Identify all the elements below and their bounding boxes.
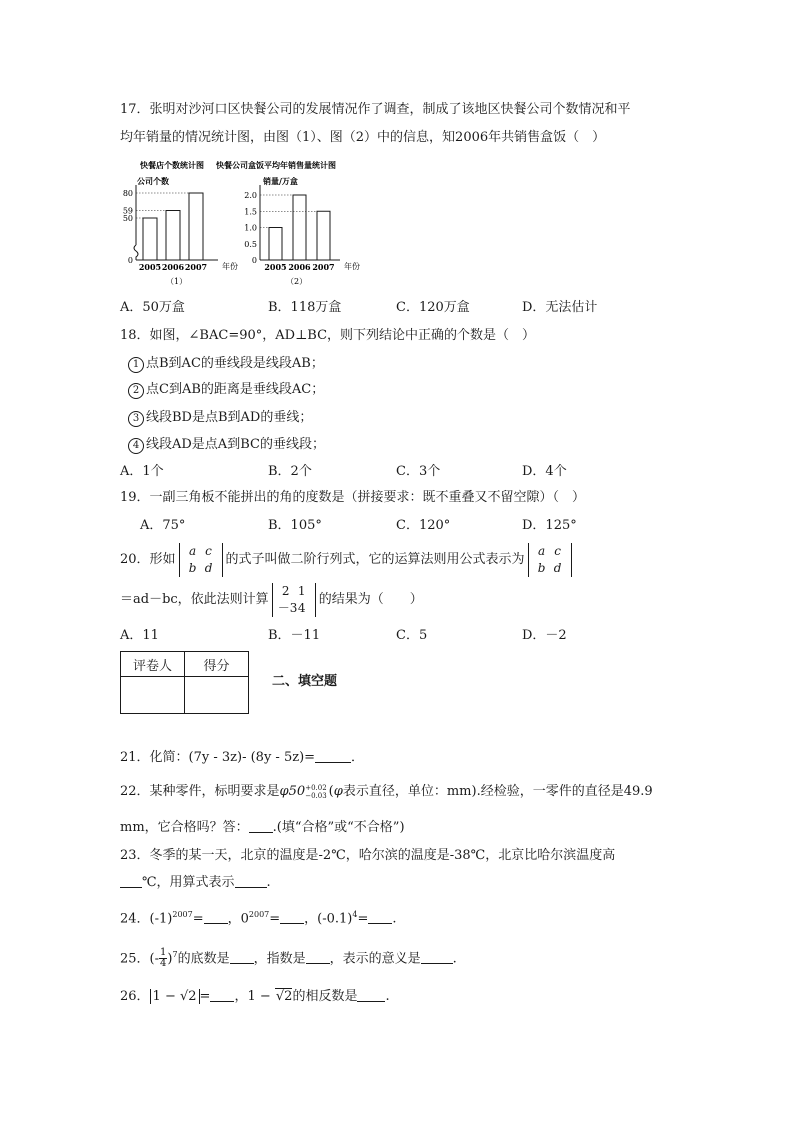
axis-break	[134, 245, 138, 260]
q25-text: ，指数是	[253, 951, 306, 967]
q26-text: 的相反数是	[292, 989, 358, 1004]
q24-text: =	[192, 911, 204, 927]
q24-text: =	[269, 911, 281, 927]
q20-option-c: C．5	[396, 628, 428, 643]
det-entry: a	[188, 543, 197, 558]
bar	[293, 195, 306, 260]
y-tick-label: 1.5	[244, 207, 257, 217]
tolerance-lower: −0.03	[305, 791, 327, 800]
q22-line1	[120, 782, 653, 802]
q20-line2	[120, 582, 423, 618]
q17-line1: 17．张明对沙河口区快餐公司的发展情况作了调查，制成了该地区快餐公司个数情况和平	[120, 102, 631, 117]
det-entry: a	[537, 543, 546, 558]
q25-text: )	[167, 951, 173, 967]
chart2-caption: （2）	[286, 277, 308, 286]
score-cell[interactable]	[185, 677, 249, 714]
chart-1	[123, 176, 238, 272]
q19-option-a: A．75°	[140, 518, 186, 533]
q18-item-2	[128, 380, 324, 400]
q20-option-a: A．11	[120, 628, 159, 643]
q18-item-text: 点C到AB的距离是垂线段AC；	[146, 382, 325, 397]
q18-option-b: B．2个	[268, 464, 312, 479]
answer-blank[interactable]	[280, 909, 304, 924]
det-entry: b	[537, 560, 546, 575]
answer-blank[interactable]	[368, 909, 392, 924]
y-axis-label: 销量/万盒	[263, 176, 298, 186]
score-header: 得分	[185, 652, 249, 677]
tolerance-upper: +0.02	[305, 783, 327, 792]
q18-option-a: A．1个	[120, 464, 164, 479]
x-tick-label: 2007	[184, 262, 208, 272]
q24-text: ，0	[227, 911, 249, 927]
q25-text: .	[452, 951, 457, 967]
q21-tail: ．	[351, 750, 365, 765]
fraction-numerator: 1	[160, 947, 167, 959]
q26-text: .	[385, 989, 390, 1004]
q25-text: 25．(-	[120, 951, 160, 967]
y-tick-label: 0.5	[244, 239, 257, 249]
x-tick-label: 2006	[288, 262, 311, 272]
q17-option-b: B．118万盒	[268, 300, 342, 315]
q18-option-d: D．4个	[522, 464, 567, 479]
determinant-formula	[528, 543, 572, 577]
score-table	[120, 651, 249, 714]
statistics-figure	[118, 157, 368, 289]
grader-cell[interactable]	[121, 677, 185, 714]
answer-blank[interactable]	[210, 987, 234, 1002]
bar	[317, 211, 330, 260]
y-tick-label: 0	[251, 256, 257, 265]
q18-item-text: 线段BD是点B到AD的垂线；	[146, 410, 313, 425]
q22-text-b: (	[328, 784, 334, 799]
q19-option-b: B．105°	[268, 518, 322, 533]
q26-text: =	[199, 989, 211, 1004]
q25-text: ，表示的意义是	[329, 951, 421, 967]
answer-blank[interactable]	[230, 949, 254, 964]
exponent: 2007	[172, 910, 193, 919]
q19-option-c: C．120°	[396, 518, 451, 533]
q21	[120, 748, 364, 768]
q18-option-c: C．3个	[396, 464, 441, 479]
det-entry: d	[553, 560, 562, 575]
q20-line2a: ＝ad－bc，依此法则计算	[120, 592, 269, 607]
determinant-symbolic	[179, 543, 223, 577]
det-entry: c	[554, 543, 561, 558]
q18-item-text: 线段AD是点A到BC的垂线段；	[146, 437, 325, 452]
det-entry: c	[205, 543, 212, 558]
circled-number: 1	[128, 357, 144, 373]
q25	[120, 940, 457, 974]
exponent: 4	[352, 910, 358, 919]
y-tick-label: 59	[122, 206, 133, 216]
det-entry: 1	[297, 583, 306, 598]
determinant-numeric	[272, 583, 316, 617]
q17-option-a: A．50万盒	[120, 300, 185, 315]
section-heading: 二、填空题	[272, 674, 338, 689]
grader-header: 评卷人	[121, 652, 185, 677]
abs-inner: 1 − √2	[152, 989, 197, 1004]
det-entry: 4	[297, 600, 306, 615]
q20-option-b: B．－11	[268, 628, 321, 643]
answer-blank[interactable]	[421, 949, 453, 964]
q17-option-c: C．120万盒	[396, 300, 470, 315]
q20-line1	[120, 542, 575, 578]
sqrt-2: √2	[275, 989, 293, 1004]
q20-line2b: 的结果为（ ）	[318, 592, 423, 607]
q22-phi-symbol: φ	[333, 784, 343, 799]
answer-blank[interactable]	[204, 909, 228, 924]
chart1-title: 快餐店个数统计图	[140, 160, 204, 170]
chart-2	[244, 176, 360, 272]
q23-text-a: ℃，用算式表示	[142, 875, 235, 890]
q20-option-d: D．－2	[522, 628, 567, 643]
q23-line2	[120, 873, 271, 893]
q20-prefix: 20．形如	[120, 552, 176, 567]
bar	[269, 228, 282, 261]
chart1-caption: （1）	[166, 277, 188, 286]
q22-line2	[120, 818, 405, 838]
y-tick-label: 80	[122, 189, 133, 198]
q18-item-1	[128, 354, 324, 374]
q19-option-d: D．125°	[522, 518, 577, 533]
q22-phi50: φ50	[279, 784, 306, 799]
y-tick-label: 1.0	[244, 223, 257, 233]
exponent: 2007	[248, 910, 270, 919]
q19-stem: 19．一副三角板不能拼出的角的度数是（拼接要求：既不重叠又不留空隙）（ ）	[120, 490, 586, 505]
q26-text: 26．	[120, 989, 150, 1004]
q21-text: 21．化简：(7y - 3z)- (8y - 5z)=	[120, 750, 316, 765]
q22-tolerance	[305, 784, 326, 800]
q24-text: .	[392, 911, 397, 927]
x-tick-label: 2005	[138, 262, 162, 272]
bar	[143, 218, 157, 260]
q18-item-text: 点B到AC的垂线段是线段AB；	[146, 356, 324, 371]
q22-text-c: 表示直径，单位：mm).经检验，一零件的直径是49.9	[342, 784, 653, 799]
answer-blank[interactable]	[120, 873, 142, 888]
q17-line2: 均年销量的情况统计图，由图（1）、图（2）中的信息，知2006年共销售盒饭（ ）	[120, 130, 606, 145]
det-entry: b	[188, 560, 197, 575]
q26	[120, 982, 390, 1012]
y-tick-label: 50	[122, 214, 133, 223]
x-tick-label: 2006	[161, 262, 185, 272]
det-entry: 2	[281, 583, 290, 598]
q26-text: ，1 −	[234, 989, 271, 1004]
absolute-value	[150, 989, 200, 1004]
chart2-title: 快餐公司盒饭平均年销售量统计图	[216, 160, 336, 170]
q24-text: 24．(-1)	[120, 911, 173, 927]
answer-blank[interactable]	[357, 987, 385, 1002]
fraction-denominator: 4	[160, 958, 167, 970]
y-tick-label: 2.0	[244, 191, 257, 200]
answer-blank[interactable]	[235, 873, 267, 888]
q17-option-d: D．无法估计	[522, 300, 598, 315]
answer-blank[interactable]	[249, 818, 273, 833]
q24-text: ，(-0.1)	[304, 911, 353, 927]
circled-number: 4	[128, 438, 144, 454]
y-axis-label: 公司个数	[137, 176, 169, 186]
x-axis-label: 年份	[222, 262, 238, 271]
bar	[189, 193, 203, 260]
q18-stem: 18．如图，∠BAC=90°，AD⊥BC，则下列结论中正确的个数是（ ）	[120, 328, 536, 343]
x-axis-label: 年份	[344, 262, 360, 271]
x-tick-label: 2007	[312, 262, 335, 272]
q25-text: 的底数是	[177, 951, 230, 967]
y-tick-label: 0	[127, 256, 133, 265]
q18-item-4	[128, 435, 325, 455]
circled-number: 3	[128, 411, 144, 427]
q20-middle: 的式子叫做二阶行列式，它的运算法则用公式表示为	[225, 552, 525, 567]
q22-text-a: 22．某种零件，标明要求是	[120, 784, 280, 799]
bar	[166, 211, 180, 261]
circled-number: 2	[128, 383, 144, 399]
q23-text-b: .	[266, 875, 271, 890]
x-tick-label: 2005	[264, 262, 287, 272]
det-entry: －3	[277, 600, 298, 615]
q22-text-d: mm，它合格吗？答：	[120, 820, 249, 835]
q23-line1: 23．冬季的某一天，北京的温度是-2℃，哈尔滨的温度是-38℃，北京比哈尔滨温度高	[120, 848, 616, 863]
answer-blank[interactable]	[306, 949, 330, 964]
q22-text-e: .(填“合格”或“不合格”)	[272, 820, 405, 835]
answer-blank[interactable]	[315, 748, 351, 763]
q24-text: =	[357, 911, 369, 927]
det-entry: d	[204, 560, 213, 575]
q24	[120, 905, 397, 929]
exponent: 7	[172, 950, 178, 959]
q18-item-3	[128, 408, 312, 428]
